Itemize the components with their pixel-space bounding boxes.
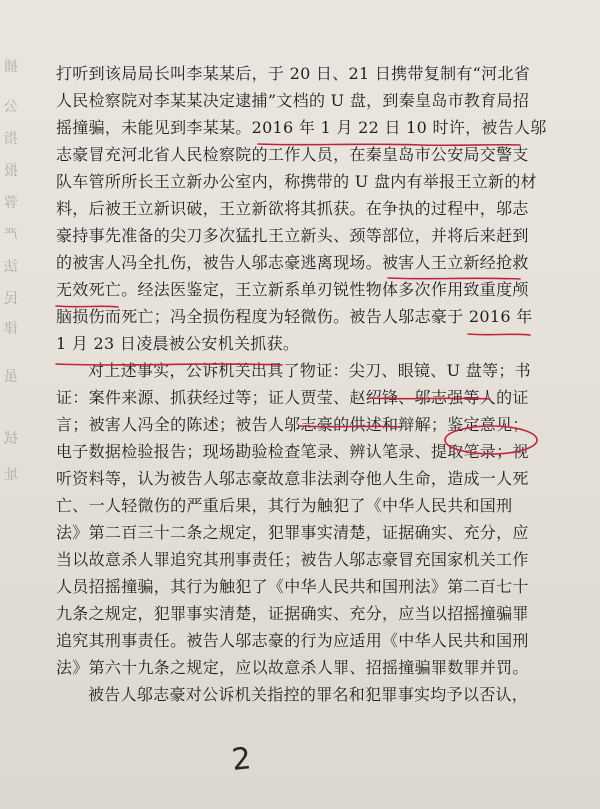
bleed-char: 律 [4,321,18,337]
bleed-char: 拭 [4,431,18,447]
text-line: 当以故意杀人罪追究其刑事责任；被告人邬志豪冒充国家机关工作 [56,550,529,569]
text-line: 队车管所所长王立新办公室内，称携带的 U 盘内有举报王立新的材 [56,172,537,191]
text-line: 言；被害人冯全的陈述；被告人邬志豪的供述和辩解；鉴定意见； [56,415,529,434]
bleed-through-text [0,60,22,490]
text-line: 对上述事实，公诉机关出具了物证：尖刀、眼镜、U 盘等；书 [88,361,531,380]
text-line: 无效死亡。经法医鉴定，王立新系单刃锐性物体多次作用致重度颅 [56,280,529,299]
text-line: 法》第二百三十二条之规定，犯罪事实清楚，证据确实、充分，应 [56,523,529,542]
bleed-char: 法 [4,259,18,275]
text-line: 的被害人冯全扎伤，被告人邬志豪逃离现场。被害人王立新经抢救 [56,253,529,272]
text-line: 证：案件来源、抓获经过等；证人贾莹、赵绍锋、邬志强等人的证 [56,388,529,407]
text-line: 法》第六十九条之规定，应以故意杀人罪、招摇撞骗罪数罪并罚。 [56,658,529,677]
bleed-char: 址 [4,467,18,483]
text-line: 亡、一人轻微伤的严重后果，其行为触犯了《中华人民共和国刑 [56,496,513,515]
text-line: 追究其刑事责任。被告人邬志豪的行为应适用《中华人民共和国刑 [56,631,529,650]
bleed-char: 虽 [4,369,18,385]
text-line: 豪持事先准备的尖刀多次猛扎王立新头、颈等部位，并将后来赶到 [56,226,529,245]
text-line: 1 月 23 日凌晨被公安机关抓获。 [56,334,300,353]
text-line: 志豪冒充河北省人民检察院的工作人员，在秦皇岛市公安局交警支 [56,145,529,164]
text-line: 打听到该局局长叫李某某后，于 20 日、21 日携带复制有“河北省 [56,64,531,83]
text-line: 料，后被王立新识破，王立新欲将其抓获。在争执的过程中，邬志 [56,199,529,218]
document-body [56,60,576,708]
text-line: 被告人邬志豪对公诉机关指控的罪名和犯罪事实均予以否认， [88,685,529,704]
bleed-char: 民 [4,291,18,307]
text-line: 脑损伤而死亡；冯全损伤程度为轻微伤。被告人邬志豪于 2016 年 [56,307,533,326]
text-line: 九条之规定，犯罪事实清楚，证据确实、充分，应当以招摇撞骗罪 [56,604,529,623]
text-line: 电子数据检验报告；现场勘验检查笔录、辨认笔录、提取笔录；视 [56,442,529,461]
page-number: 2 [230,741,253,778]
bleed-char: 严 [4,227,18,243]
text-line: 人员招摇撞骗，其行为触犯了《中华人民共和国刑法》第二百七十 [56,577,529,596]
text-line: 人民检察院对李某某决定逮捕”文档的 U 盘，到秦皇岛市教育局招 [56,91,530,110]
bleed-char: 报 [4,163,18,179]
bleed-char: 蓉 [4,195,18,211]
text-line: 听资料等，认为被告人邬志豪故意非法剥夺他人生命，造成一人死 [56,469,529,488]
bleed-char: 指 [4,131,18,147]
bleed-char: 公 [4,99,18,115]
bleed-char: 捕 [4,59,18,75]
text-line: 摇撞骗，未能见到李某某。2016 年 1 月 22 日 10 时许，被告人邬 [56,118,547,137]
